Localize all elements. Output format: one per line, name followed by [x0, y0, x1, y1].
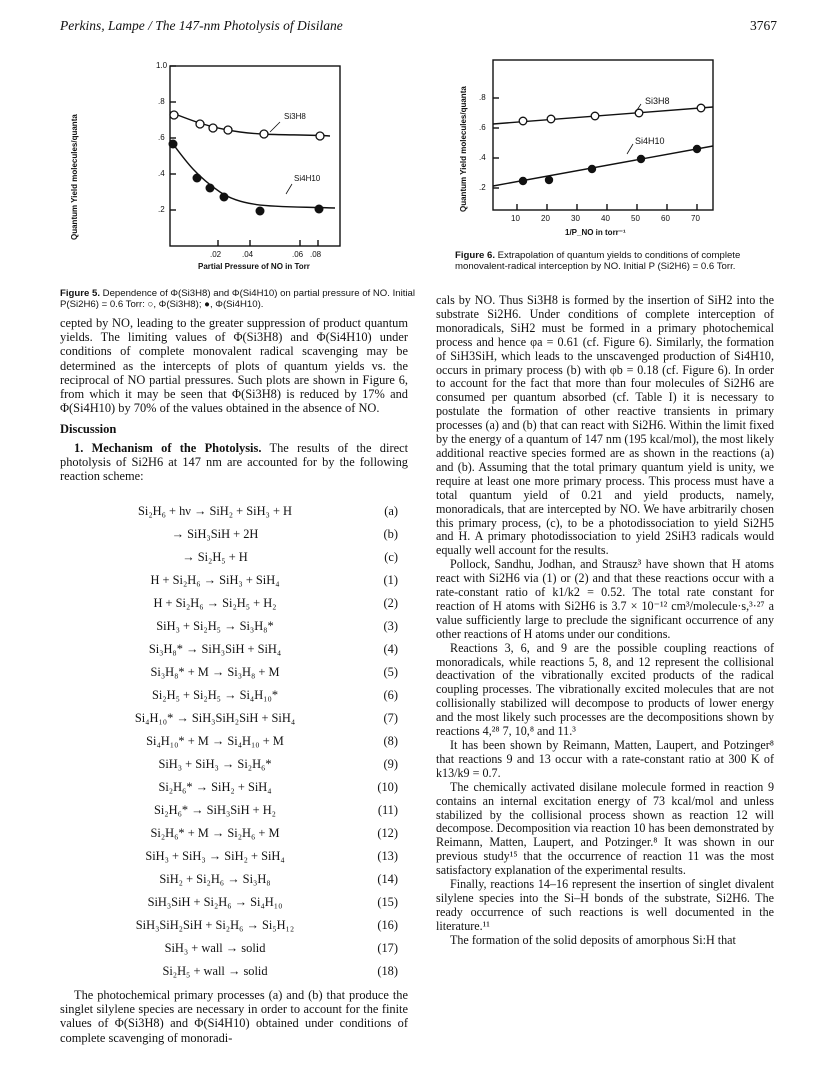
reaction-8: [100, 734, 400, 754]
fig6-xtick-6: 60: [661, 214, 670, 223]
reaction-5-label: (5): [383, 665, 398, 679]
fig5-xlabel: Partial Pressure of NO in Torr: [198, 262, 310, 271]
fig5-series-si4h10: Si4H10: [294, 174, 321, 183]
fig5-xtick-2: .04: [242, 250, 254, 259]
reaction-b-label: (b): [383, 527, 398, 541]
reaction-18-label: (18): [377, 964, 398, 978]
left-paragraph-2: [60, 441, 408, 484]
reaction-3-label: (3): [383, 619, 398, 633]
reaction-2-label: (2): [383, 596, 398, 610]
reaction-2-eq: H + Si₂H₆ → Si₂H₅ + H₂: [153, 596, 277, 610]
reaction-6-eq: Si₂H₅ + Si₂H₅ → Si₄H₁₀*: [151, 688, 279, 702]
reaction-4: [100, 642, 400, 662]
reaction-11: [100, 803, 400, 823]
reaction-2: [100, 596, 400, 616]
reaction-11-label: (11): [377, 803, 398, 817]
fig6-ytick-4: .2: [479, 183, 486, 192]
reaction-18: [100, 964, 400, 984]
reaction-c-eq: → Si₂H₅ + H: [182, 550, 248, 564]
left-paragraph-end: The photochemical primary processes (a) and (b) that produce the singlet silylene species are necessary in order to account for the finite values of Φ(Si3H8) and Φ(Si4H10) obtained under conditions of complete scavenging of monoradi-: [60, 988, 408, 1045]
reaction-c: [100, 550, 400, 570]
fig6-ytick-3: .4: [479, 153, 486, 162]
reaction-15: [100, 895, 400, 915]
section-heading-discussion: Discussion: [60, 422, 117, 437]
reaction-6-label: (6): [383, 688, 398, 702]
fig6-series-si4h10: Si4H10: [635, 136, 665, 146]
reaction-a-label: (a): [384, 504, 398, 518]
fig6-ytick-2: .6: [479, 123, 486, 132]
fig5-ylabel: Quantum Yield molecules/quanta: [70, 114, 79, 240]
right-paragraph-4: It has been shown by Reimann, Matten, Laupert, and Potzinger⁸ that reactions 9 and 13 occur with a rate-constant ratio at 300 K of k13/k9 = 0.7.: [436, 738, 774, 780]
figure-6-caption-text: Extrapolation of quantum yields to conditions of complete monovalent-radical interception by NO. Initial P (Si2H6) = 0.6 Torr.: [455, 250, 741, 272]
reaction-17-eq: SiH₃ + wall → solid: [164, 941, 266, 955]
reaction-5: [100, 665, 400, 685]
reaction-a: [100, 504, 400, 524]
reaction-17-label: (17): [377, 941, 398, 955]
right-paragraph-2: Pollock, Sandhu, Jodhan, and Strausz³ have shown that H atoms react with Si2H6 via (1) or (2) and that these reactions occur with a rate-constant ratio of k1/k2 = 0.52. The total rate constant for reaction of H atoms with Si2H6 is 3.7 × 10⁻¹² cm³/molecule·s,³·²⁷ a value sufficiently large to preclude the significant occurrence of any other reactions of H atoms under our conditions.: [436, 557, 774, 641]
fig5-xtick-3: .06: [292, 250, 304, 259]
reaction-6: [100, 688, 400, 708]
reaction-8-label: (8): [383, 734, 398, 748]
reaction-12-label: (12): [377, 826, 398, 840]
figure-6-caption: [455, 250, 765, 272]
reaction-16: [100, 918, 400, 938]
right-paragraph-1: cals by NO. Thus Si3H8 is formed by the insertion of SiH2 into the substrate Si2H6. Under conditions of complete interception of monoradicals, SiH2 must be formed in a primary photochemical process and hence φa = 0.61 (cf. Figure 6). Similarly, the formation of SiH3SiH, which leads to the unscavenged production of Si4H10, occurs in primary process (b) with φb = 0.18 (cf. Figure 6). In order to account for the fact that more than four molecules of Si2H6 are consumed per quantum absorbed (cf. Table I) it is necessary to postulate the formation of other reactive transients in primary processes (a) and (b) that can react with Si2H6. Within the limit fixed by the energy of a quantum of 147 nm (195 kcal/mol), the most likely additional reactive species formed are as shown in the reactions (a) and (b). Assuming that the total primary quantum yield is unity, we require at least one more primary process. This process must have a total quantum yield of 0.21 and yield products, namely, monoradicals, that are intercepted by NO. We have arbitrarily chosen this primary process, (c), to be a photodissociation to yield Si2H5 and H. A primary photodissociation to yield 2SiH3 radicals would equally well account for the results.: [436, 293, 774, 558]
reaction-9-label: (9): [383, 757, 398, 771]
running-title: Perkins, Lampe / The 147-nm Photolysis of Disilane: [60, 18, 343, 33]
right-paragraph-7: The formation of the solid deposits of amorphous Si:H that: [450, 932, 736, 947]
reaction-14-eq: SiH₂ + Si₂H₆ → Si₃H₈: [159, 872, 271, 886]
right-paragraph-6: Finally, reactions 14–16 represent the insertion of singlet divalent silylene species into the Si–H bonds of the substrate, Si2H6. The ready occurrence of such reactions is well documented in the literature.¹¹: [436, 877, 774, 933]
fig5-ytick-4: .4: [158, 169, 165, 178]
reaction-7: [100, 711, 400, 731]
figure-6-caption-label: Figure 6.: [455, 250, 495, 261]
reaction-3-eq: SiH₃ + Si₂H₅ → Si₃H₈*: [156, 619, 274, 633]
reaction-9: [100, 757, 400, 777]
fig6-ylabel: Quantum Yield molecules/quanta: [459, 86, 468, 212]
left-paragraph-2-text: The results of the direct photolysis of Si2H6 at 147 nm are accounted for by the following reaction scheme:: [60, 440, 409, 484]
reaction-4-label: (4): [383, 642, 398, 656]
fig5-series-si3h8: Si3H8: [284, 112, 306, 121]
reaction-16-label: (16): [377, 918, 398, 932]
reaction-13-label: (13): [377, 849, 398, 863]
reaction-10-eq: Si₂H₆* → SiH₂ + SiH₄: [158, 780, 272, 794]
reaction-4-eq: Si₃H₈* → SiH₃SiH + SiH₄: [148, 642, 282, 656]
left-column-bottom: [60, 988, 408, 1045]
fig6-xtick-7: 70: [691, 214, 700, 223]
fig5-ytick-3: .6: [158, 133, 165, 142]
fig6-xtick-1: 10: [511, 214, 520, 223]
page-number: 3767: [750, 18, 777, 33]
reaction-13-eq: SiH₃ + SiH₃ → SiH₂ + SiH₄: [145, 849, 285, 863]
reaction-1-eq: H + Si₂H₆ → SiH₃ + SiH₄: [150, 573, 280, 587]
reaction-16-eq: SiH₃SiH₂SiH + Si₂H₆ → Si₅H₁₂: [135, 918, 295, 932]
reaction-11-eq: Si₂H₆* → SiH₃SiH + H₂: [153, 803, 277, 817]
reaction-10-label: (10): [377, 780, 398, 794]
reaction-1-label: (1): [383, 573, 398, 587]
fig6-xtick-2: 20: [541, 214, 550, 223]
right-column: [436, 294, 774, 948]
reaction-9-eq: SiH₃ + SiH₃ → Si₂H₆*: [158, 757, 272, 771]
reaction-13: [100, 849, 400, 869]
fig5-ytick-2: .8: [158, 97, 165, 106]
reaction-a-eq: Si₂H₆ + hν → SiH₂ + SiH₃ + H: [137, 504, 292, 518]
reaction-7-eq: Si₄H₁₀* → SiH₃SiH₂SiH + SiH₄: [134, 711, 296, 725]
right-paragraph-3: Reactions 3, 6, and 9 are the possible coupling reactions of monoradicals, while reactions 5, 8, and 12 represent the collisional deactivation of the vibrationally excited products of the radical coupling processes. The vibrationally excited molecules that are not collisionally stabilized will decompose to products of lower energy and the most likely such processes are the decompositions shown by reactions 4,²⁸ 7, 10,⁸ and 11.³: [436, 640, 774, 739]
reaction-14: [100, 872, 400, 892]
fig5-xtick-4: .08: [310, 250, 322, 259]
reaction-1: [100, 573, 400, 593]
figure-5-caption-label: Figure 5.: [60, 288, 100, 299]
fig6-series-si3h8: Si3H8: [645, 96, 670, 106]
left-paragraph-1: cepted by NO, leading to the greater suppression of product quantum yields. The limiting values of Φ(Si3H8) and Φ(Si4H10) under conditions of complete monovalent radical scavenging may be determined as the intercepts of plots of quantum yields vs. the reciprocal of NO partial pressures. Such plots are shown in Figure 6, from which it may be seen that Φ(Si3H8) is reduced by 17% and Φ(Si4H10) by 70% of the values obtained in the absence of NO.: [60, 316, 408, 416]
fig6-ytick-1: .8: [479, 93, 486, 102]
reaction-18-eq: Si₂H₅ + wall → solid: [162, 964, 268, 978]
left-column-top: [60, 316, 408, 483]
reaction-7-label: (7): [383, 711, 398, 725]
reaction-b: [100, 527, 400, 547]
fig6-xlabel: 1/P_NO in torr⁻¹: [565, 228, 626, 237]
fig6-xtick-3: 30: [571, 214, 580, 223]
reaction-15-label: (15): [377, 895, 398, 909]
fig6-xtick-5: 50: [631, 214, 640, 223]
figure-6: [455, 40, 775, 255]
reaction-14-label: (14): [377, 872, 398, 886]
reaction-5-eq: Si₃H₈* + M → Si₃H₈ + M: [150, 665, 280, 679]
figure-5-caption-text: Dependence of Φ(Si3H8) and Φ(Si4H10) on partial pressure of NO. Initial P(Si2H6) = 0.6 Torr: ○, Φ(Si3H8); ●, Φ(Si4H10).: [60, 288, 415, 310]
reaction-10: [100, 780, 400, 800]
reaction-12: [100, 826, 400, 846]
fig6-xtick-4: 40: [601, 214, 610, 223]
figure-5-plot: [60, 60, 420, 285]
reaction-17: [100, 941, 400, 961]
reaction-3: [100, 619, 400, 639]
reaction-b-eq: → SiH₃SiH + 2H: [171, 527, 259, 541]
reaction-8-eq: Si₄H₁₀* + M → Si₄H₁₀ + M: [146, 734, 284, 748]
reaction-12-eq: Si₂H₆* + M → Si₂H₆ + M: [150, 826, 280, 840]
figure-6-plot: [455, 40, 775, 255]
fig5-xtick-1: .02: [210, 250, 222, 259]
reaction-c-label: (c): [384, 550, 398, 564]
fig5-ytick-5: .2: [158, 205, 165, 214]
figure-5-caption: [60, 288, 425, 310]
reaction-15-eq: SiH₃SiH + Si₂H₆ → Si₄H₁₀: [147, 895, 283, 909]
figure-5: [60, 60, 420, 285]
subsection-heading: 1. Mechanism of the Photolysis.: [74, 440, 262, 455]
right-paragraph-5: The chemically activated disilane molecule formed in reaction 9 contains an internal excitation energy of 73 kcal/mol and unless stabilized by the collisional process shown as reaction 12 will decompose. Decomposition via reaction 10 has been demonstrated by Reimann, Matten, Laupert, and Potzinger.⁸ It was shown in our previous study¹⁵ that the occurrence of reaction 11 was the most satisfactory explanation of the experimental results.: [436, 779, 774, 878]
fig5-ytick-1: 1.0: [156, 61, 168, 70]
